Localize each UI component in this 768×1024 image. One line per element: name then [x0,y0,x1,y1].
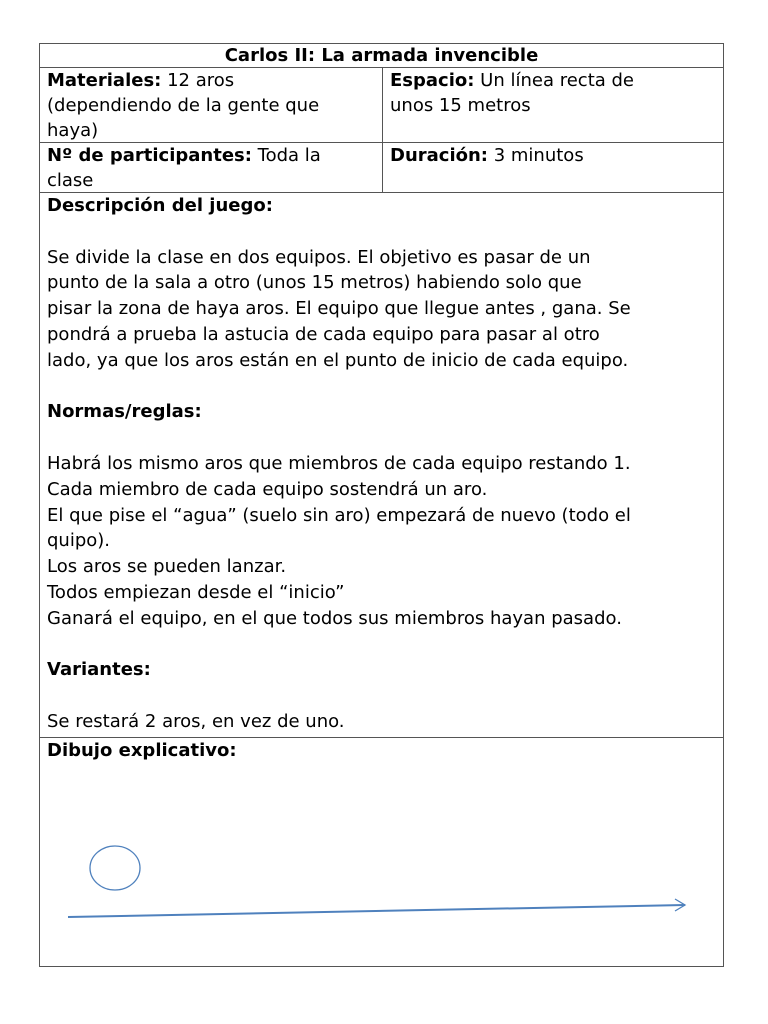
description-cell [40,193,723,737]
materials-space-row [40,68,723,143]
variants-line-1: Se restará 2 aros, en vez de uno. [47,710,345,732]
hoop-circle-icon [90,846,140,890]
spacer [47,632,716,658]
participants-cell [40,143,383,192]
description-line-1: Se divide la clase en dos equipos. El objetivo es pasar de un [47,246,591,268]
rules-line-3: El que pise el “agua” (suelo sin aro) empezará de nuevo (todo el [47,504,631,526]
description-heading: Descripción del juego: [47,195,273,216]
space-cell [383,68,723,142]
rules-line-7: Ganará el equipo, en el que todos sus miembros hayan pasado. [47,607,622,629]
description-line-5: lado, ya que los aros están en el punto de inicio de cada equipo. [47,349,629,371]
rules-line-1: Habrá los mismo aros que miembros de cada equipo restando 1. [47,452,631,474]
card-title [40,44,723,68]
rules-line-2: Cada miembro de cada equipo sostendrá un aro. [47,478,488,500]
spacer [47,374,716,400]
participants-value-line-2: clase [47,170,94,191]
rules-line-6: Todos empiezan desde el “inicio” [47,581,345,603]
participants-duration-row [40,143,723,193]
card-title-text: Carlos II: La armada invencible [224,45,539,66]
participants-value-line-1: Toda la [251,145,321,166]
rules-line-5: Los aros se pueden lanzar. [47,556,287,578]
duration-label: Duración: [390,145,488,166]
rules-heading: Normas/reglas: [47,401,202,423]
spacer [47,683,716,709]
description-line-3: pisar la zona de haya aros. El equipo que llegue antes , gana. Se [47,298,631,320]
explanatory-drawing [40,738,723,966]
description-line-2: punto de la sala a otro (unos 15 metros) habiendo solo que [47,272,582,294]
spacer [47,219,716,245]
space-value-line-2: unos 15 metros [390,95,531,116]
game-card-table [39,43,724,967]
variants-heading: Variantes: [47,659,151,681]
space-label: Espacio: [390,70,475,91]
materials-value-line-2: (dependiendo de la gente que [47,95,320,116]
path-arrow-line [68,905,685,917]
description-line-4: pondrá a prueba la astucia de cada equipo para pasar al otro [47,323,600,345]
materials-value-line-3: haya) [47,120,99,141]
rules-line-4: quipo). [47,530,111,552]
participants-label: Nº de participantes: [47,145,252,166]
materials-cell [40,68,383,142]
materials-value-line-1: 12 aros [161,70,235,91]
description-row [40,193,723,738]
drawing-row [40,738,723,966]
duration-cell [383,143,723,192]
duration-value: 3 minutos [488,145,584,166]
space-value-line-1: Un línea recta de [474,70,635,91]
drawing-heading: Dibujo explicativo: [47,740,237,761]
spacer [47,425,716,451]
materials-label: Materiales: [47,70,162,91]
